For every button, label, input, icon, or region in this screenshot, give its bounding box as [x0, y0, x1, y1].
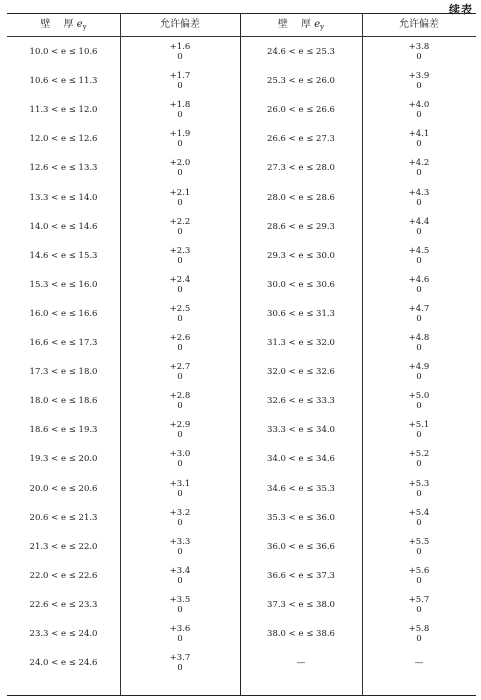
- header-thickness-right: [240, 14, 362, 36]
- deviation-plus: +4.1: [408, 129, 430, 140]
- deviation-plus: +5.2: [408, 449, 430, 460]
- thickness-range: 27.3 < e ≤ 28.0: [267, 163, 335, 174]
- deviation-plus: +1.9: [169, 129, 191, 140]
- allowed-deviation: [362, 420, 476, 440]
- deviation-minus: 0: [416, 401, 422, 412]
- allowed-deviation: [120, 217, 240, 237]
- deviation-plus: +2.1: [169, 187, 191, 198]
- header-thickness-subscript: y: [82, 23, 87, 31]
- thickness-range: 18.0 < e ≤ 18.6: [29, 396, 98, 407]
- allowed-deviation: [362, 391, 476, 411]
- deviation-plus: +3.5: [169, 594, 191, 605]
- thickness-range: 34.6 < e ≤ 35.3: [267, 483, 335, 494]
- thickness-range: 13.3 < e ≤ 14.0: [29, 192, 98, 203]
- deviation-minus: 0: [177, 401, 183, 412]
- thickness-range: 33.3 < e ≤ 34.0: [267, 425, 335, 436]
- deviation-plus: +2.0: [169, 158, 191, 169]
- deviation-minus: 0: [177, 575, 183, 586]
- allowed-deviation: [120, 275, 240, 295]
- deviation-minus: 0: [177, 139, 183, 150]
- deviation-plus: +2.7: [169, 362, 191, 373]
- deviation-plus: +4.8: [408, 333, 430, 343]
- header-thickness-text: 壁 厚: [277, 19, 312, 30]
- thickness-range: 21.3 < e ≤ 22.0: [29, 541, 98, 552]
- thickness-range: 10.6 < e ≤ 11.3: [29, 76, 98, 87]
- allowed-deviation: [362, 508, 476, 528]
- deviation-plus: +2.3: [169, 245, 191, 256]
- deviation-minus: 0: [177, 110, 183, 121]
- deviation-minus: 0: [416, 226, 422, 237]
- allowed-deviation: [120, 333, 240, 353]
- deviation-plus: +3.3: [169, 536, 191, 547]
- header-thickness-symbol: e: [76, 19, 83, 30]
- deviation-plus: +3.6: [169, 624, 191, 634]
- allowed-deviation: [362, 595, 476, 615]
- deviation-minus: 0: [416, 313, 422, 324]
- deviation-plus: +3.8: [408, 42, 430, 52]
- thickness-range: 35.3 < e ≤ 36.0: [267, 512, 335, 523]
- thickness-range: 32.6 < e ≤ 33.3: [267, 396, 335, 407]
- header-deviation-left: 允许偏差: [160, 19, 200, 30]
- deviation-plus: +2.9: [169, 420, 191, 431]
- allowed-deviation: [120, 391, 240, 411]
- thickness-range: 19.3 < e ≤ 20.0: [29, 454, 98, 465]
- deviation-plus: +5.6: [408, 565, 430, 576]
- allowed-deviation: [120, 595, 240, 615]
- allowed-deviation: [362, 158, 476, 178]
- deviation-minus: 0: [177, 284, 183, 295]
- header-thickness-left: [7, 14, 120, 36]
- thickness-range: 15.3 < e ≤ 16.0: [29, 279, 98, 290]
- deviation-plus: +1.6: [169, 42, 191, 52]
- allowed-deviation: [362, 566, 476, 586]
- allowed-deviation: [362, 246, 476, 266]
- deviation-plus: +3.0: [169, 449, 191, 460]
- deviation-minus: 0: [177, 226, 183, 237]
- thickness-range: 36.6 < e ≤ 37.3: [267, 570, 335, 581]
- thickness-range: 31.3 < e ≤ 32.0: [267, 338, 335, 348]
- thickness-range: —: [296, 658, 306, 669]
- deviation-minus: 0: [416, 430, 422, 441]
- deviation-minus: 0: [416, 81, 422, 92]
- deviation-minus: 0: [416, 52, 422, 62]
- header-thickness-subscript: y: [320, 23, 325, 31]
- header-deviation-right: 允许偏差: [399, 19, 439, 30]
- deviation-plus: +3.1: [169, 478, 191, 489]
- deviation-plus: +4.4: [408, 216, 430, 227]
- thickness-range: 37.3 < e ≤ 38.0: [267, 599, 335, 610]
- deviation-minus: 0: [177, 372, 183, 383]
- allowed-deviation: [362, 42, 476, 62]
- deviation-minus: 0: [177, 81, 183, 92]
- thickness-range: 24.6 < e ≤ 25.3: [267, 47, 335, 57]
- allowed-deviation: [120, 100, 240, 120]
- deviation-plus: +5.8: [408, 624, 430, 634]
- deviation-plus: +5.4: [408, 507, 430, 518]
- deviation-minus: 0: [416, 372, 422, 383]
- thickness-range: 22.0 < e ≤ 22.6: [29, 570, 98, 581]
- allowed-deviation: [362, 129, 476, 149]
- deviation-minus: 0: [177, 604, 183, 615]
- deviation-minus: 0: [177, 459, 183, 470]
- deviation-plus: +4.6: [408, 274, 430, 285]
- allowed-deviation: [362, 304, 476, 324]
- deviation-plus: +1.7: [169, 71, 191, 82]
- thickness-range: 32.0 < e ≤ 32.6: [267, 367, 335, 378]
- deviation-minus: 0: [177, 517, 183, 528]
- deviation-minus: 0: [177, 430, 183, 441]
- header-thickness-text: 壁 厚: [40, 19, 74, 30]
- deviation-minus: 0: [177, 663, 183, 674]
- deviation-plus: +3.9: [408, 71, 430, 82]
- allowed-deviation: [120, 653, 240, 673]
- deviation-minus: 0: [416, 284, 422, 295]
- deviation-plus: +2.2: [169, 216, 191, 227]
- thickness-range: 28.0 < e ≤ 28.6: [267, 192, 335, 203]
- wall-thickness-deviation-table: [7, 13, 476, 696]
- deviation-minus: 0: [177, 634, 183, 644]
- deviation-minus: 0: [177, 52, 183, 62]
- deviation-plus: +5.3: [408, 478, 430, 489]
- deviation-minus: 0: [177, 488, 183, 499]
- allowed-deviation: [120, 449, 240, 469]
- allowed-deviation: [362, 658, 476, 668]
- allowed-deviation: [362, 71, 476, 91]
- thickness-range: 36.0 < e ≤ 36.6: [267, 541, 335, 552]
- allowed-deviation: [120, 158, 240, 178]
- thickness-range: 17.3 < e ≤ 18.0: [29, 367, 98, 378]
- allowed-deviation: [120, 246, 240, 266]
- deviation-minus: 0: [416, 197, 422, 208]
- header-divider: [7, 36, 476, 37]
- deviation-minus: 0: [177, 197, 183, 208]
- thickness-range: 20.0 < e ≤ 20.6: [29, 483, 98, 494]
- deviation-plus: +5.0: [408, 391, 430, 402]
- deviation-minus: 0: [416, 168, 422, 179]
- deviation-plus: +3.2: [169, 507, 191, 518]
- thickness-range: 16.6 < e ≤ 17.3: [29, 338, 98, 348]
- continued-table-label: 续表: [449, 3, 473, 16]
- deviation-plus: +2.4: [169, 274, 191, 285]
- allowed-deviation: [362, 449, 476, 469]
- deviation-plus: +2.6: [169, 333, 191, 343]
- thickness-range: 12.0 < e ≤ 12.6: [29, 134, 98, 145]
- thickness-range: 22.6 < e ≤ 23.3: [29, 599, 98, 610]
- deviation-plus: +5.5: [408, 536, 430, 547]
- deviation-plus: +4.7: [408, 303, 430, 314]
- thickness-range: 14.6 < e ≤ 15.3: [29, 250, 98, 261]
- allowed-deviation: [362, 217, 476, 237]
- allowed-deviation: [120, 508, 240, 528]
- deviation-plus: —: [414, 658, 424, 669]
- allowed-deviation: [120, 129, 240, 149]
- allowed-deviation: [120, 362, 240, 382]
- deviation-plus: +5.1: [408, 420, 430, 431]
- allowed-deviation: [362, 188, 476, 208]
- deviation-minus: 0: [177, 313, 183, 324]
- allowed-deviation: [362, 275, 476, 295]
- allowed-deviation: [362, 100, 476, 120]
- thickness-range: 16.0 < e ≤ 16.6: [29, 308, 98, 319]
- deviation-minus: 0: [416, 459, 422, 470]
- thickness-range: 12.6 < e ≤ 13.3: [29, 163, 98, 174]
- deviation-plus: +2.8: [169, 391, 191, 402]
- deviation-plus: +4.2: [408, 158, 430, 169]
- allowed-deviation: [362, 537, 476, 557]
- deviation-minus: 0: [416, 517, 422, 528]
- deviation-minus: 0: [177, 255, 183, 266]
- thickness-range: 24.0 < e ≤ 24.6: [29, 658, 98, 669]
- deviation-minus: 0: [177, 343, 183, 353]
- allowed-deviation: [120, 479, 240, 499]
- thickness-range: 26.6 < e ≤ 27.3: [267, 134, 335, 145]
- thickness-range: 30.0 < e ≤ 30.6: [267, 279, 335, 290]
- thickness-range: 26.0 < e ≤ 26.6: [267, 105, 335, 116]
- deviation-plus: +4.5: [408, 245, 430, 256]
- deviation-plus: +2.5: [169, 303, 191, 314]
- deviation-minus: 0: [177, 546, 183, 557]
- deviation-minus: 0: [416, 575, 422, 586]
- thickness-range: 34.0 < e ≤ 34.6: [267, 454, 335, 465]
- deviation-minus: 0: [177, 168, 183, 179]
- deviation-minus: 0: [416, 110, 422, 121]
- allowed-deviation: [362, 624, 476, 644]
- deviation-plus: +4.0: [408, 100, 430, 111]
- deviation-plus: +3.7: [169, 653, 191, 664]
- thickness-range: 28.6 < e ≤ 29.3: [267, 221, 335, 232]
- deviation-minus: 0: [416, 546, 422, 557]
- deviation-minus: 0: [416, 488, 422, 499]
- allowed-deviation: [362, 362, 476, 382]
- allowed-deviation: [362, 333, 476, 353]
- thickness-range: 30.6 < e ≤ 31.3: [267, 308, 335, 319]
- allowed-deviation: [120, 537, 240, 557]
- allowed-deviation: [120, 624, 240, 644]
- header-thickness-symbol: e: [314, 19, 321, 30]
- deviation-minus: 0: [416, 343, 422, 353]
- thickness-range: 23.3 < e ≤ 24.0: [29, 629, 98, 639]
- deviation-plus: +4.3: [408, 187, 430, 198]
- allowed-deviation: [120, 566, 240, 586]
- allowed-deviation: [120, 71, 240, 91]
- deviation-minus: 0: [416, 139, 422, 150]
- allowed-deviation: [120, 304, 240, 324]
- thickness-range: 14.0 < e ≤ 14.6: [29, 221, 98, 232]
- thickness-range: 29.3 < e ≤ 30.0: [267, 250, 335, 261]
- allowed-deviation: [362, 479, 476, 499]
- thickness-range: 11.3 < e ≤ 12.0: [29, 105, 98, 116]
- deviation-plus: +5.7: [408, 594, 430, 605]
- thickness-range: 10.0 < e ≤ 10.6: [29, 47, 98, 57]
- deviation-plus: +3.4: [169, 565, 191, 576]
- deviation-minus: 0: [416, 255, 422, 266]
- thickness-range: 20.6 < e ≤ 21.3: [29, 512, 98, 523]
- thickness-range: 38.0 < e ≤ 38.6: [267, 629, 335, 639]
- deviation-plus: +1.8: [169, 100, 191, 111]
- deviation-minus: 0: [416, 604, 422, 615]
- allowed-deviation: [120, 42, 240, 62]
- allowed-deviation: [120, 188, 240, 208]
- thickness-range: 25.3 < e ≤ 26.0: [267, 76, 335, 87]
- allowed-deviation: [120, 420, 240, 440]
- thickness-range: 18.6 < e ≤ 19.3: [29, 425, 98, 436]
- deviation-plus: +4.9: [408, 362, 430, 373]
- deviation-minus: 0: [416, 634, 422, 644]
